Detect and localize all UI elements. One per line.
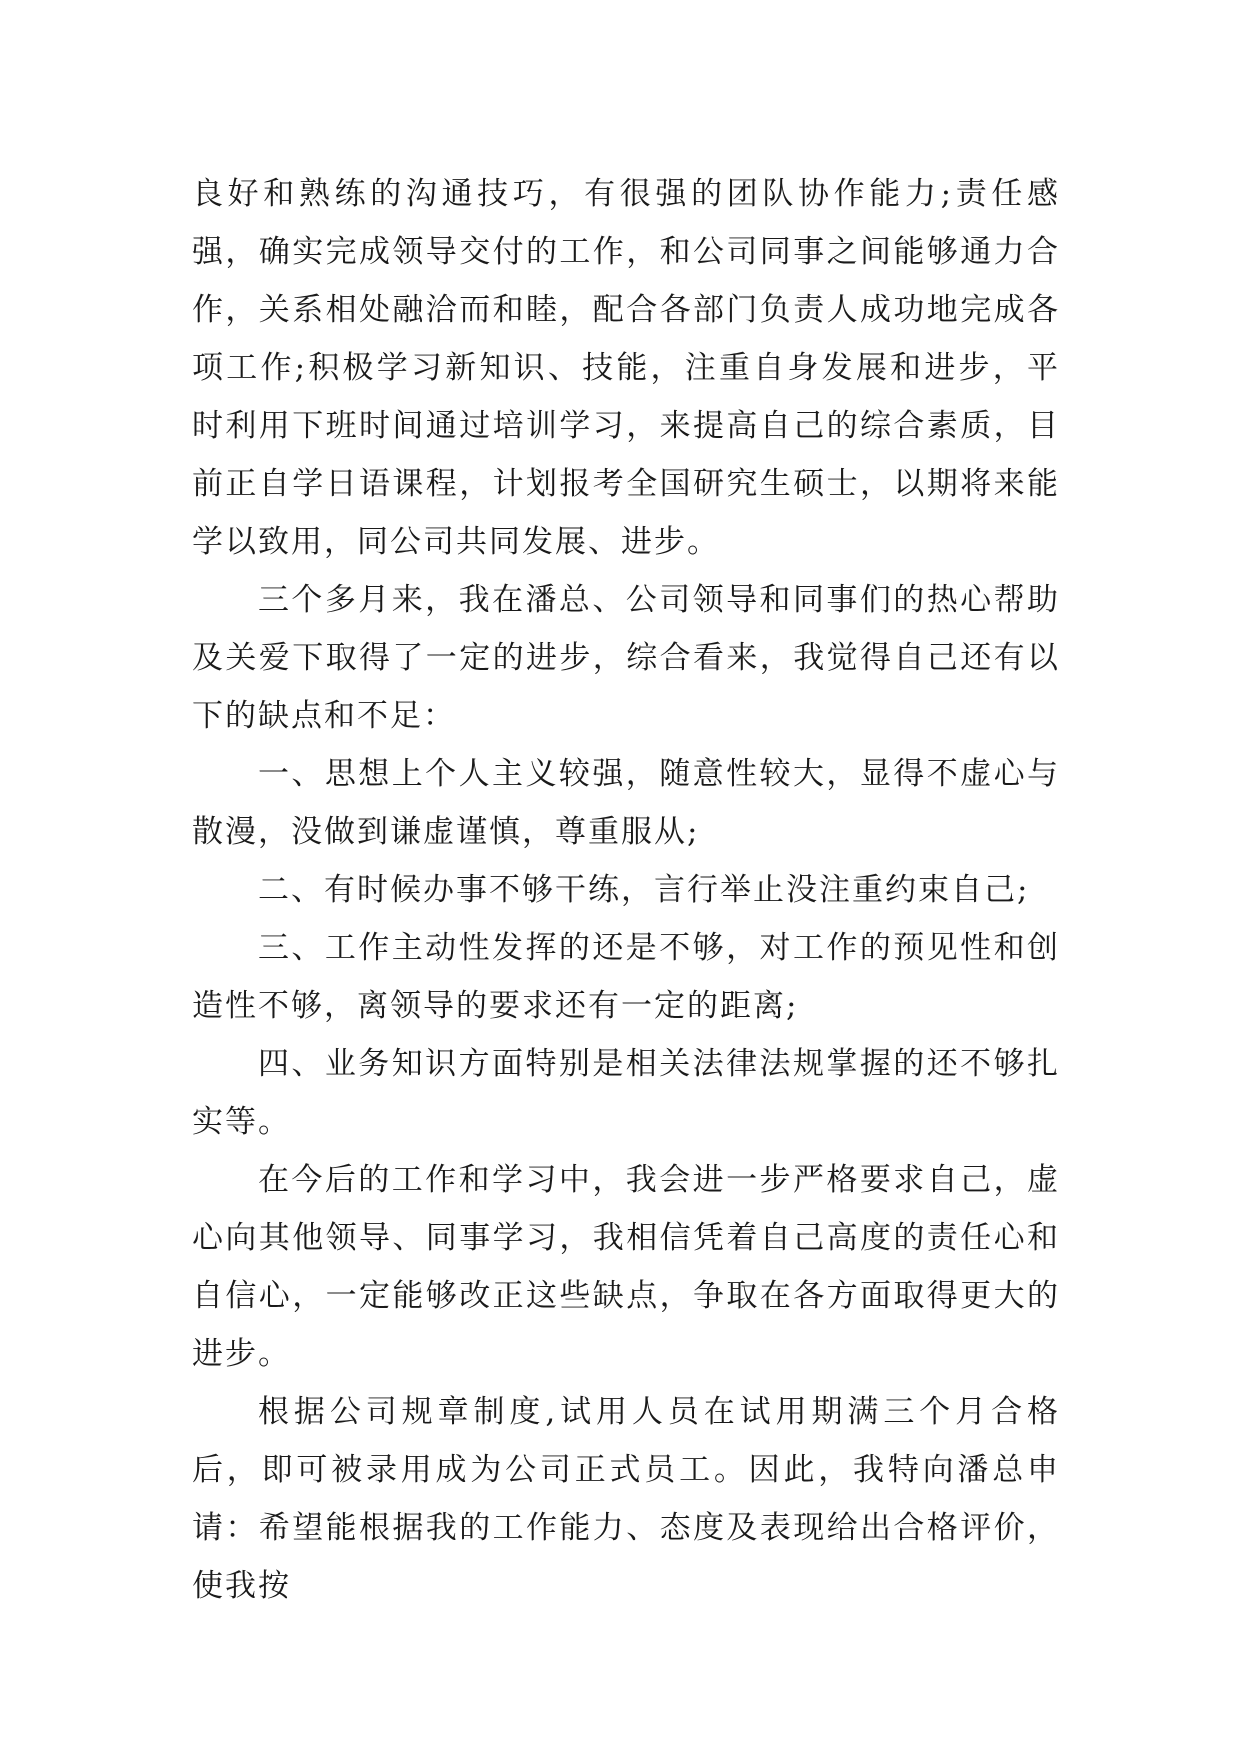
paragraph-5: 三、工作主动性发挥的还是不够，对工作的预见性和创造性不够，离领导的要求还有一定的距离;	[192, 930, 1060, 1024]
paragraph-2: 三个多月来，我在潘总、公司领导和同事们的热心帮助及关爱下取得了一定的进步，综合看来，我觉得自己还有以下的缺点和不足：	[192, 582, 1060, 734]
document-body	[192, 165, 1060, 1615]
paragraph-6: 四、业务知识方面特别是相关法律法规掌握的还不够扎实等。	[192, 1046, 1060, 1140]
paragraph-8: 根据公司规章制度,试用人员在试用期满三个月合格后，即可被录用成为公司正式员工。因此，我特向潘总申请：希望能根据我的工作能力、态度及表现给出合格评价，使我按	[192, 1394, 1060, 1604]
paragraph-3: 一、思想上个人主义较强，随意性较大，显得不虚心与散漫，没做到谦虚谨慎，尊重服从;	[192, 756, 1060, 850]
paragraph-4: 二、有时候办事不够干练，言行举止没注重约束自己;	[258, 872, 1030, 908]
paragraph-7: 在今后的工作和学习中，我会进一步严格要求自己，虚心向其他领导、同事学习，我相信凭着自己高度的责任心和自信心，一定能够改正这些缺点，争取在各方面取得更大的进步。	[192, 1162, 1060, 1372]
paragraph-1: 良好和熟练的沟通技巧，有很强的团队协作能力;责任感强，确实完成领导交付的工作，和公司同事之间能够通力合作，关系相处融洽而和睦，配合各部门负责人成功地完成各项工作;积极学习新知识、技能，注重自身发展和进步，平时利用下班时间通过培训学习，来提高自己的综合素质，目前正自学日语课程，计划报考全国研究生硕士，以期将来能学以致用，同公司共同发展、进步。	[192, 176, 1060, 560]
